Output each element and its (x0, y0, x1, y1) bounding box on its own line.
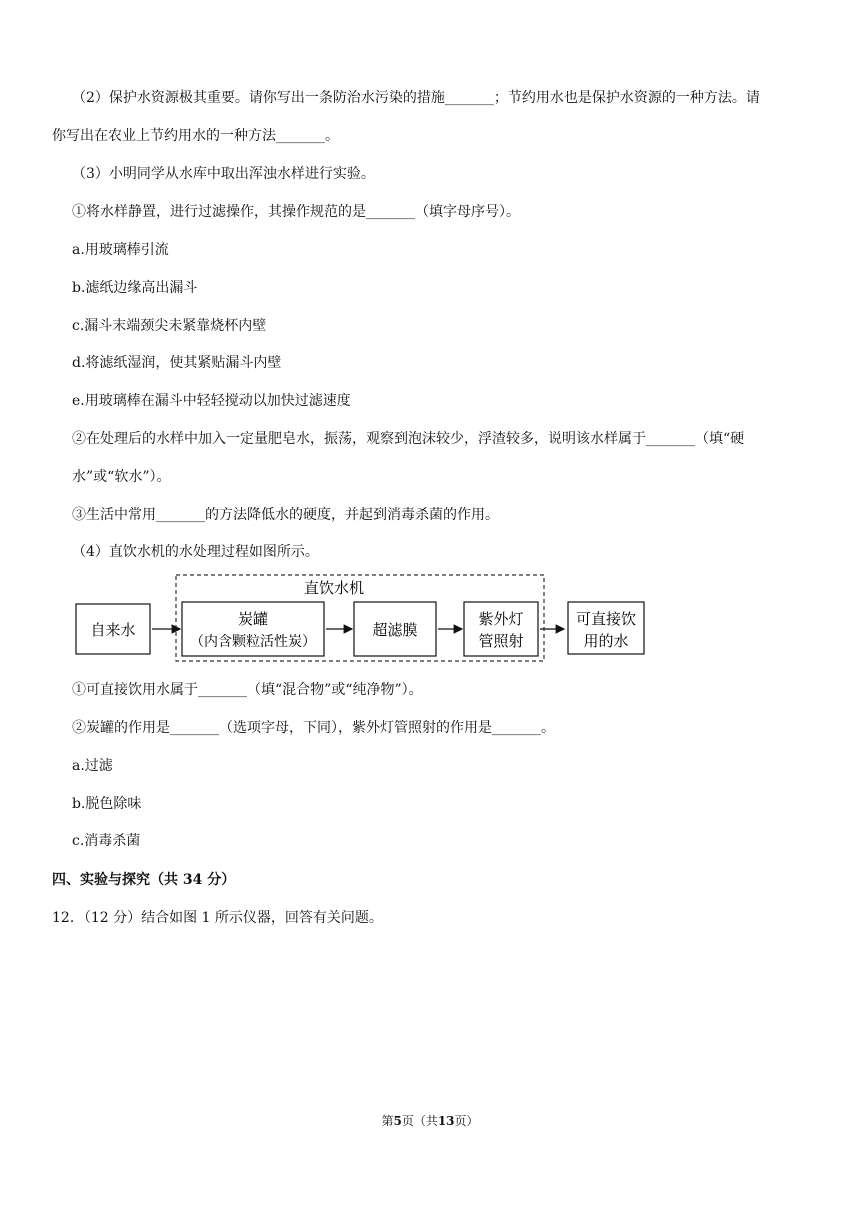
q4-option-b: b.脱色除味 (72, 796, 142, 812)
uv-lamp-label-2: 管照射 (478, 632, 524, 650)
q3-sub2-line1: ②在处理后的水样中加入一定量肥皂水，振荡，观察到泡沫较少，浮渣较多，说明该水样属于_______（填“硬 (72, 431, 745, 447)
option-c: c.漏斗末端颈尖未紧靠烧杯内壁 (72, 318, 267, 334)
carbon-tank-label: 炭罐 (237, 610, 269, 628)
footer-page-number: 5 (393, 1114, 402, 1128)
footer-prefix: 第 (381, 1114, 394, 1128)
question-12: 12．（12 分）结合如图 1 所示仪器，回答有关问题。 (52, 910, 383, 926)
q3-sub1: ①将水样静置，进行过滤操作，其操作规范的是_______（填字母序号）。 (72, 204, 520, 220)
output-label-1: 可直接饮 (575, 610, 637, 628)
machine-label: 直饮水机 (303, 579, 365, 597)
q3-sub2-line2: 水”或“软水”）。 (72, 469, 171, 485)
q4-option-c: c.消毒杀菌 (72, 833, 141, 849)
section-heading: 四、实验与探究（共 34 分） (52, 872, 236, 888)
option-e: e.用玻璃棒在漏斗中轻轻搅动以加快过滤速度 (72, 393, 351, 409)
carbon-tank-detail: （内含颗粒活性炭） (190, 634, 316, 650)
footer-suffix: 页） (454, 1114, 479, 1128)
q2-line2: 你写出在农业上节约用水的一种方法_______。 (52, 128, 339, 144)
q4-option-a: a.过滤 (72, 758, 113, 774)
page-footer (0, 1112, 860, 1129)
q4-intro: （4）直饮水机的水处理过程如图所示。 (72, 544, 319, 560)
ultrafilter-label: 超滤膜 (372, 621, 418, 639)
option-b: b.滤纸边缘高出漏斗 (72, 280, 198, 296)
water-process-diagram (70, 572, 660, 664)
footer-mid: 页（共 (401, 1114, 438, 1128)
output-label-2: 用的水 (583, 632, 629, 650)
option-d: d.将滤纸湿润，使其紧贴漏斗内壁 (72, 355, 282, 371)
q2-line1: （2）保护水资源极其重要。请你写出一条防治水污染的措施_______；节约用水也是保护水资源的一种方法。请 (72, 90, 760, 106)
q3-sub3: ③生活中常用_______的方法降低水的硬度，并起到消毒杀菌的作用。 (72, 507, 499, 523)
q4-sub1: ①可直接饮用水属于_______（填“混合物”或“纯净物”）。 (72, 682, 423, 698)
uv-lamp-label-1: 紫外灯 (478, 610, 524, 628)
tap-water-label: 自来水 (90, 621, 136, 639)
footer-total-pages: 13 (437, 1114, 455, 1128)
option-a: a.用玻璃棒引流 (72, 242, 169, 258)
q4-sub2: ②炭罐的作用是_______（选项字母，下同），紫外灯管照射的作用是_______。 (72, 720, 555, 736)
q3-intro: （3）小明同学从水库中取出浑浊水样进行实验。 (72, 166, 375, 182)
